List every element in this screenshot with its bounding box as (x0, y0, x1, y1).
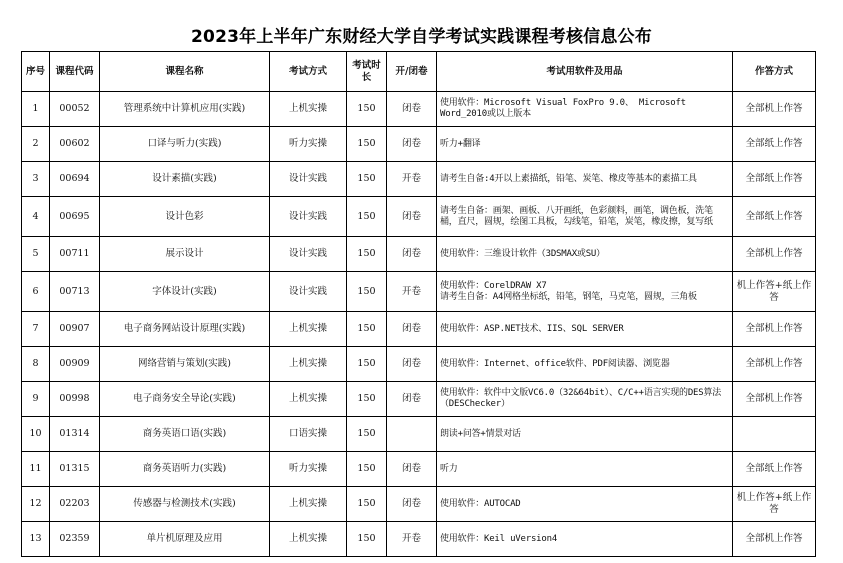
cell-exam-method: 上机实操 (270, 347, 347, 382)
cell-course-code: 00909 (50, 347, 100, 382)
header-software-supplies: 考试用软件及用品 (437, 52, 733, 92)
table-row (22, 197, 816, 237)
cell-exam-duration: 150 (347, 272, 387, 312)
cell-exam-duration: 150 (347, 522, 387, 557)
cell-course-code: 00694 (50, 162, 100, 197)
cell-software-supplies: 使用软件：三维设计软件（3DSMAX或SU） (437, 237, 733, 272)
cell-open-closed: 闭卷 (387, 347, 437, 382)
header-row (22, 52, 816, 92)
cell-software-supplies: 请考生自备:4开以上素描纸，铅笔、炭笔、橡皮等基本的素描工具 (437, 162, 733, 197)
cell-seq: 13 (22, 522, 50, 557)
cell-course-name: 设计素描(实践) (100, 162, 270, 197)
cell-answer-method: 全部机上作答 (733, 237, 816, 272)
table-header (22, 52, 816, 92)
cell-course-name: 网络营销与策划(实践) (100, 347, 270, 382)
cell-software-supplies: 请考生自备：画架、画板、八开画纸，色彩颜料，画笔，调色板，洗笔桶，直尺，圆规，绘图工具板，勾线笔，铅笔，炭笔，橡皮擦，复写纸 (437, 197, 733, 237)
cell-answer-method: 全部纸上作答 (733, 162, 816, 197)
cell-open-closed (387, 417, 437, 452)
cell-software-supplies: 使用软件：Keil uVersion4 (437, 522, 733, 557)
cell-exam-method: 上机实操 (270, 92, 347, 127)
cell-course-name: 电子商务安全导论(实践) (100, 382, 270, 417)
cell-exam-method: 设计实践 (270, 162, 347, 197)
cell-seq: 9 (22, 382, 50, 417)
table-body (22, 92, 816, 557)
cell-open-closed: 闭卷 (387, 382, 437, 417)
cell-course-name: 商务英语口语(实践) (100, 417, 270, 452)
cell-software-supplies: 听力 (437, 452, 733, 487)
cell-exam-duration: 150 (347, 487, 387, 522)
cell-course-code: 02203 (50, 487, 100, 522)
cell-course-code: 00907 (50, 312, 100, 347)
cell-exam-duration: 150 (347, 237, 387, 272)
cell-answer-method: 全部纸上作答 (733, 127, 816, 162)
header-answer-method: 作答方式 (733, 52, 816, 92)
header-course-code: 课程代码 (50, 52, 100, 92)
cell-open-closed: 闭卷 (387, 452, 437, 487)
cell-exam-method: 上机实操 (270, 522, 347, 557)
table-row (22, 522, 816, 557)
header-seq: 序号 (22, 52, 50, 92)
table-row (22, 452, 816, 487)
cell-exam-duration: 150 (347, 382, 387, 417)
cell-course-code: 02359 (50, 522, 100, 557)
header-open-closed: 开/闭卷 (387, 52, 437, 92)
cell-answer-method: 全部纸上作答 (733, 197, 816, 237)
table-row (22, 347, 816, 382)
cell-course-code: 00602 (50, 127, 100, 162)
cell-answer-method: 机上作答+纸上作答 (733, 487, 816, 522)
cell-seq: 2 (22, 127, 50, 162)
table-row (22, 127, 816, 162)
cell-seq: 3 (22, 162, 50, 197)
cell-exam-method: 听力实操 (270, 452, 347, 487)
cell-seq: 7 (22, 312, 50, 347)
cell-seq: 11 (22, 452, 50, 487)
cell-course-code: 00711 (50, 237, 100, 272)
cell-software-supplies: 使用软件：Microsoft Visual FoxPro 9.0、 Microsoft Word_2010或以上版本 (437, 92, 733, 127)
cell-course-name: 口译与听力(实践) (100, 127, 270, 162)
cell-seq: 5 (22, 237, 50, 272)
cell-software-supplies: 使用软件：软件中文版VC6.0（32&64bit）、C/C++语言实现的DES算法（DESChecker） (437, 382, 733, 417)
cell-exam-duration: 150 (347, 197, 387, 237)
cell-open-closed: 闭卷 (387, 237, 437, 272)
cell-course-name: 设计色彩 (100, 197, 270, 237)
cell-answer-method: 机上作答+纸上作答 (733, 272, 816, 312)
cell-exam-method: 上机实操 (270, 487, 347, 522)
cell-exam-method: 上机实操 (270, 312, 347, 347)
cell-exam-duration: 150 (347, 417, 387, 452)
table-row (22, 487, 816, 522)
cell-seq: 10 (22, 417, 50, 452)
cell-course-code: 00052 (50, 92, 100, 127)
cell-seq: 4 (22, 197, 50, 237)
cell-open-closed: 开卷 (387, 522, 437, 557)
cell-software-supplies: 使用软件：AUTOCAD (437, 487, 733, 522)
course-info-table (21, 51, 816, 557)
cell-answer-method: 全部机上作答 (733, 382, 816, 417)
table-row (22, 162, 816, 197)
cell-exam-method: 口语实操 (270, 417, 347, 452)
cell-course-name: 传感器与检测技术(实践) (100, 487, 270, 522)
cell-software-supplies: 使用软件：CorelDRAW X7 请考生自备：A4网格坐标纸，铅笔，钢笔，马克笔，圆规，三角板 (437, 272, 733, 312)
cell-exam-method: 上机实操 (270, 382, 347, 417)
cell-exam-duration: 150 (347, 347, 387, 382)
cell-answer-method: 全部机上作答 (733, 347, 816, 382)
cell-answer-method: 全部机上作答 (733, 312, 816, 347)
cell-course-code: 01315 (50, 452, 100, 487)
header-course-name: 课程名称 (100, 52, 270, 92)
cell-course-name: 展示设计 (100, 237, 270, 272)
header-exam-duration: 考试时长 (347, 52, 387, 92)
cell-exam-method: 设计实践 (270, 237, 347, 272)
cell-course-code: 00695 (50, 197, 100, 237)
cell-exam-method: 听力实操 (270, 127, 347, 162)
cell-course-code: 00713 (50, 272, 100, 312)
table-row (22, 417, 816, 452)
document-title: 2023年上半年广东财经大学自学考试实践课程考核信息公布 (191, 27, 652, 47)
cell-course-name: 字体设计(实践) (100, 272, 270, 312)
cell-course-code: 00998 (50, 382, 100, 417)
cell-open-closed: 闭卷 (387, 92, 437, 127)
header-exam-method: 考试方式 (270, 52, 347, 92)
cell-seq: 1 (22, 92, 50, 127)
cell-exam-duration: 150 (347, 127, 387, 162)
cell-software-supplies: 朗读+问答+情景对话 (437, 417, 733, 452)
table-row (22, 382, 816, 417)
cell-exam-duration: 150 (347, 92, 387, 127)
cell-answer-method (733, 417, 816, 452)
cell-software-supplies: 听力+翻译 (437, 127, 733, 162)
table-row (22, 272, 816, 312)
cell-course-name: 管理系统中计算机应用(实践) (100, 92, 270, 127)
cell-seq: 12 (22, 487, 50, 522)
cell-course-name: 单片机原理及应用 (100, 522, 270, 557)
cell-exam-method: 设计实践 (270, 272, 347, 312)
cell-open-closed: 闭卷 (387, 127, 437, 162)
cell-open-closed: 闭卷 (387, 312, 437, 347)
cell-course-name: 商务英语听力(实践) (100, 452, 270, 487)
cell-course-name: 电子商务网站设计原理(实践) (100, 312, 270, 347)
cell-exam-duration: 150 (347, 312, 387, 347)
cell-answer-method: 全部纸上作答 (733, 452, 816, 487)
cell-course-code: 01314 (50, 417, 100, 452)
cell-seq: 6 (22, 272, 50, 312)
cell-software-supplies: 使用软件：ASP.NET技术、IIS、SQL SERVER (437, 312, 733, 347)
table-row (22, 92, 816, 127)
cell-seq: 8 (22, 347, 50, 382)
cell-exam-method: 设计实践 (270, 197, 347, 237)
cell-open-closed: 闭卷 (387, 487, 437, 522)
cell-exam-duration: 150 (347, 162, 387, 197)
cell-answer-method: 全部机上作答 (733, 92, 816, 127)
cell-exam-duration: 150 (347, 452, 387, 487)
cell-software-supplies: 使用软件：Internet、office软件、PDF阅读器、浏览器 (437, 347, 733, 382)
cell-open-closed: 闭卷 (387, 197, 437, 237)
cell-open-closed: 开卷 (387, 162, 437, 197)
cell-answer-method: 全部机上作答 (733, 522, 816, 557)
cell-open-closed: 开卷 (387, 272, 437, 312)
table-row (22, 312, 816, 347)
table-row (22, 237, 816, 272)
